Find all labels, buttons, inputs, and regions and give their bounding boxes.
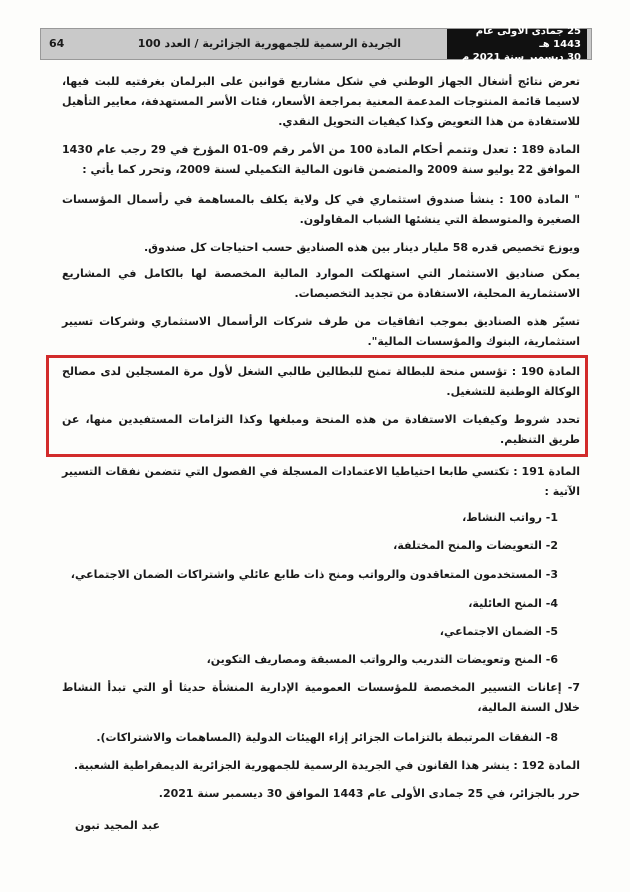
list-item: 5- الضمان الاجتماعي، (439, 625, 558, 638)
list-item: 6- المنح وتعويضات التدريب والرواتب المسبقة ومصاريف التكوين، (206, 653, 558, 666)
paragraph-allocation: ويوزع تخصيص قدره 58 مليار دينار بين هذه الصناديق حسب احتياجات كل صندوق. (143, 241, 580, 254)
page-number: 64 (49, 37, 65, 50)
paragraph-grant-conditions: تحدد شروط وكيفيات الاستفادة من هذه المنحة ومبلغها وكذا التزامات المستفيدين منها، عن طريق التنظيم. (62, 413, 580, 446)
list-item: 4- المنح العائلية، (468, 597, 558, 610)
article-192: المادة 192 : ينشر هذا القانون في الجريدة الرسمية للجمهورية الجزائرية الديمقراطية الشعبية. (73, 759, 580, 772)
list-item-8: 8- النفقات المرتبطة بالتزامات الجزائر إزاء الهيئات الدولية (المساهمات والاشتراكات). (96, 731, 558, 744)
article-190: المادة 190 : تؤسس منحة للبطالة تمنح للبطالين طالبي الشغل لأول مرة المسجلين لدى مصالح الوكالة الوطنية للتشغيل. (62, 365, 580, 398)
paragraph-investment-funds: يمكن صناديق الاستثمار التي استهلكت الموارد المالية المخصصة لها بالكامل في المشاريع الاستثمارية المحلية، الاستفادة من تجديد التخصيصات. (62, 267, 580, 300)
page-header (40, 25, 592, 63)
list-item: 1- رواتب النشاط، (462, 511, 558, 524)
list-item: 2- التعويضات والمنح المختلفة، (393, 539, 558, 552)
header-date-box (447, 25, 587, 63)
header-date-gregorian: 30 ديسمبر سنة 2021 م (461, 51, 581, 63)
article-191: المادة 191 : تكتسي طابعا احتياطيا الاعتمادات المسجلة في الفصول التي تتضمن نفقات التسيير الآتية : (62, 465, 581, 498)
signature: عبد المجيد تبون (75, 819, 160, 832)
date-of-issue: حرر بالجزائر، في 25 جمادى الأولى عام 1443 الموافق 30 ديسمبر سنة 2021. (158, 787, 580, 800)
paragraph-fund-management: تسيّر هذه الصناديق بموجب اتفاقيات من طرف شركات الرأسمال الاستثماري وشركات تسيير استثمارية، البنوك والمؤسسات المالية". (62, 315, 580, 348)
paragraph-1: تعرض نتائج أشغال الجهاز الوطني في شكل مشاريع قوانين على البرلمان بغرفتيه للبت فيها، لاسيما قائمة المنتوجات المدعمة المعنية بمراجعة الأسعار، فئات الأسر المستهدفة، معايير التأهيل للاستفادة من هذا التعويض وكذا كيفيات التحويل النقدي. (62, 75, 580, 128)
article-100-quote: " المادة 100 : ينشأ صندوق استثماري في كل ولاية يكلف بالمساهمة في رأسمال المؤسسات الصغيرة والمتوسطة التي ينشئها الشباب المقاولون. (62, 193, 580, 226)
article-189: المادة 189 : تعدل وتتمم أحكام المادة 100 من الأمر رقم 09-01 المؤرخ في 29 رجب عام 1430 الموافق 22 يوليو سنة 2009 والمتضمن قانون المالية التكميلي لسنة 2009، وتحرر كما يأتي : (62, 143, 580, 176)
header-date-hijri: 25 جمادى الأولى عام 1443 هـ (475, 25, 581, 50)
list-item-7: 7- إعانات التسيير المخصصة للمؤسسات العمومية الإدارية المنشأة حديثا أو التي تبدأ النشاط خلال السنة المالية، (62, 681, 580, 714)
list-item: 3- المستخدمون المتعاقدون والرواتب ومنح ذات طابع عائلي واشتراكات الضمان الاجتماعي، (70, 568, 558, 581)
header-title: الجريدة الرسمية للجمهورية الجزائرية / العدد 100 (137, 37, 401, 50)
